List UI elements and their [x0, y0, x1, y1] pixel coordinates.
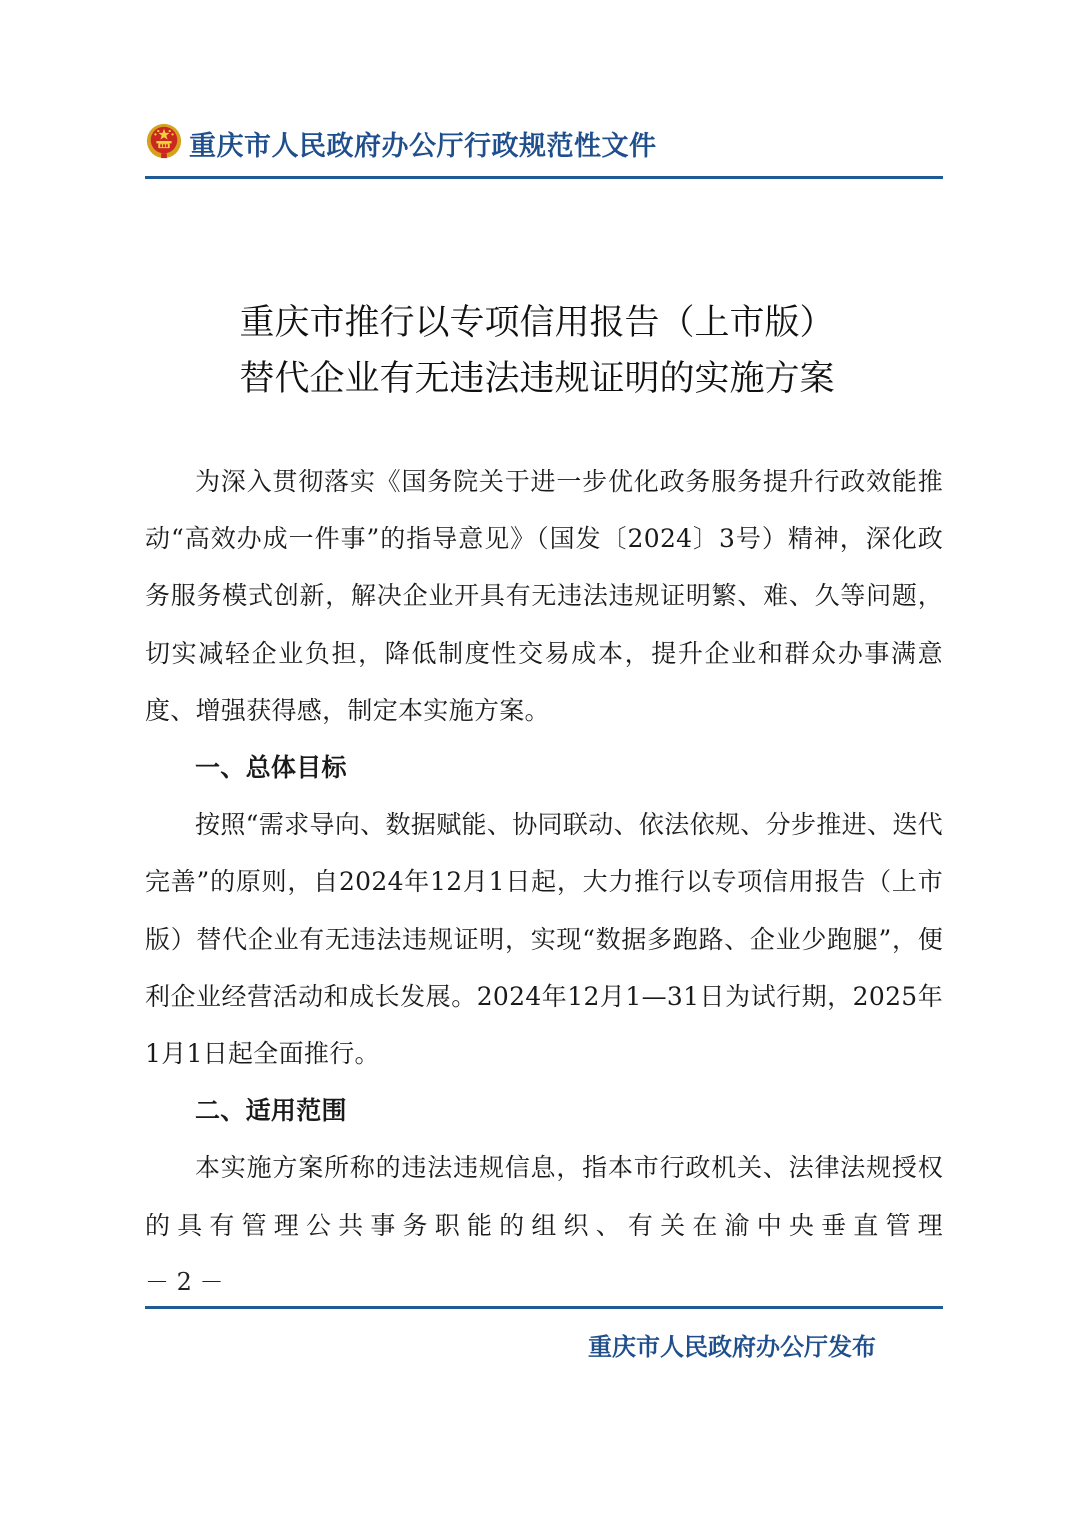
document-header [145, 118, 943, 178]
section-paragraph-scope: 本实施方案所称的违法违规信息，指本市行政机关、法律法规授权的具有管理公共事务职能的组织、有关在渝中央垂直管理 [145, 1153, 943, 1240]
footer-divider [145, 1306, 943, 1309]
document-body [145, 453, 943, 1254]
national-emblem-icon [145, 122, 183, 160]
section-heading-scope: 二、适用范围 [195, 1096, 347, 1126]
footer-publisher: 重庆市人民政府办公厅发布 [588, 1333, 876, 1361]
section-paragraph-goals: 按照“需求导向、数据赋能、协同联动、依法依规、分步推进、迭代完善”的原则，自2024年12月1日起，大力推行以专项信用报告（上市版）替代企业有无违法违规证明，实现“数据多跑路、企业少跑腿”，便利企业经营活动和成长发展。2024年12月1—31日为试行期，2025年1月1日起全面推行。 [145, 810, 943, 1069]
header-title: 重庆市人民政府办公厅行政规范性文件 [189, 131, 657, 162]
section-heading-goals: 一、总体目标 [195, 753, 347, 783]
document-title [120, 295, 954, 407]
page-number: － 2 － [145, 1268, 224, 1296]
document-title-line-1: 重庆市推行以专项信用报告（上市版） [239, 303, 835, 343]
intro-paragraph: 为深入贯彻落实《国务院关于进一步优化政务服务提升行政效能推动“高效办成一件事”的指导意见》（国发〔2024〕3号）精神，深化政务服务模式创新，解决企业开具有无违法违规证明繁、难、久等问题，切实减轻企业负担，降低制度性交易成本，提升企业和群众办事满意度、增强获得感，制定本实施方案。 [145, 467, 943, 725]
header-divider [145, 176, 943, 179]
document-title-line-2: 替代企业有无违法违规证明的实施方案 [239, 359, 835, 399]
